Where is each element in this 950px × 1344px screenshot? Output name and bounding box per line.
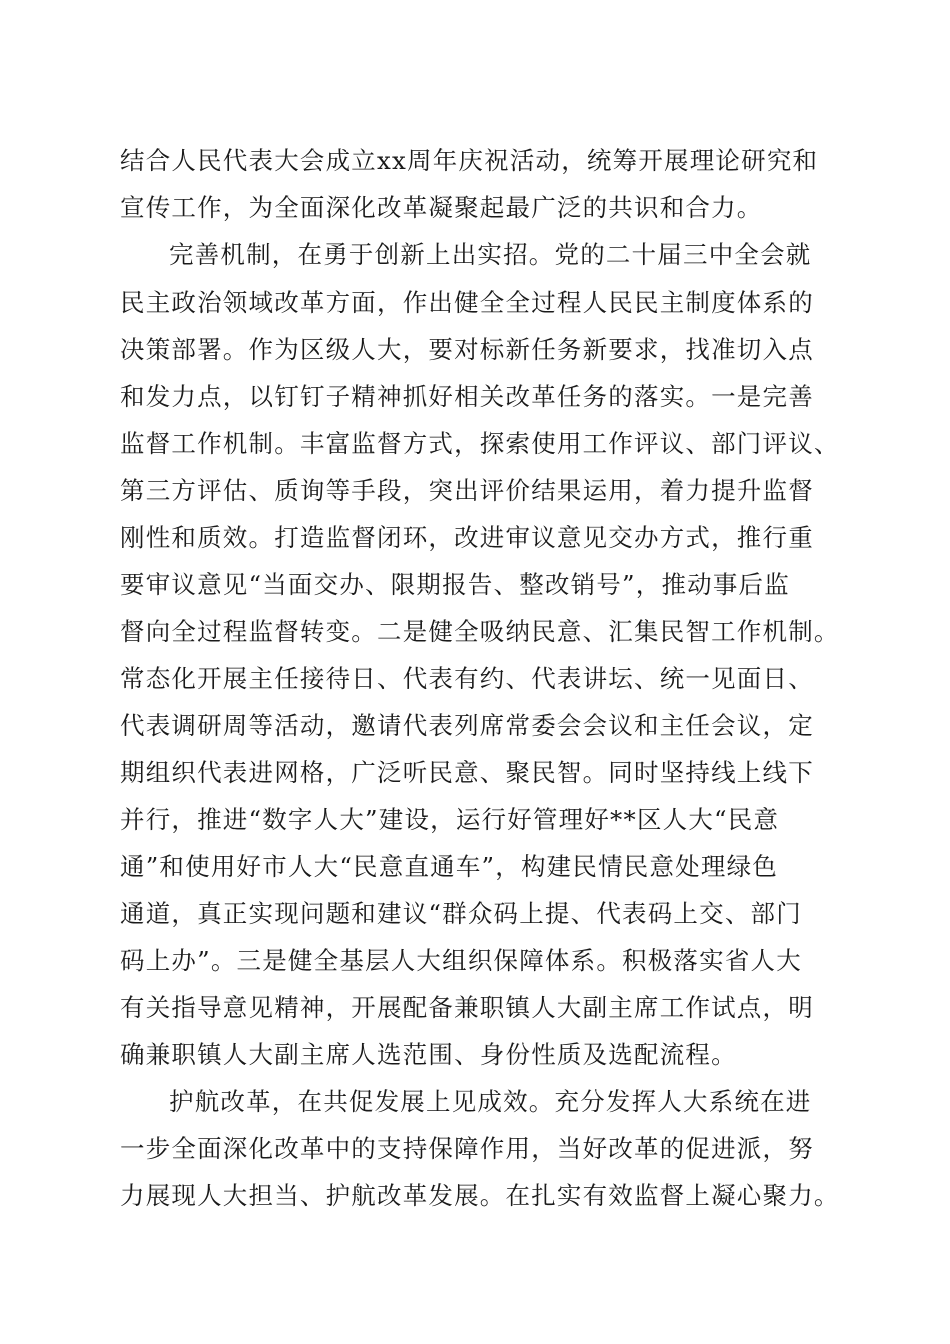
- text-line: 要审议意见“当面交办、限期报告、整改销号”，推动事后监: [120, 570, 790, 599]
- text-line: 并行，推进“数字人大”建设，运行好管理好**区人大“民意: [120, 805, 780, 834]
- text-line: 力展现人大担当、护航改革发展。在扎实有效监督上凝心聚力。: [120, 1181, 840, 1210]
- text-line: 宣传工作，为全面深化改革凝聚起最广泛的共识和合力。: [120, 193, 763, 222]
- text-line: 一步全面深化改革中的支持保障作用，当好改革的促进派，努: [120, 1134, 814, 1163]
- text-line: 决策部署。作为区级人大，要对标新任务新要求，找准切入点: [120, 335, 814, 364]
- text-line: 监督工作机制。丰富监督方式，探索使用工作评议、部门评议、: [120, 429, 840, 458]
- text-line: 民主政治领域改革方面，作出健全全过程人民民主制度体系的: [120, 288, 814, 317]
- text-line: 确兼职镇人大副主席人选范围、身份性质及选配流程。: [120, 1040, 737, 1069]
- text-line: 期组织代表进网格，广泛听民意、聚民智。同时坚持线上线下: [120, 758, 814, 787]
- text-line: 和发力点，以钉钉子精神抓好相关改革任务的落实。一是完善: [120, 382, 814, 411]
- text-line: 码上办”。三是健全基层人大组织保障体系。积极落实省人大: [120, 946, 802, 975]
- paragraph-start-line: 完善机制，在勇于创新上出实招。党的二十届三中全会就: [169, 240, 812, 269]
- text-line: 第三方评估、质询等手段，突出评价结果运用，着力提升监督: [120, 476, 814, 505]
- text-line: 结合人民代表大会成立xx周年庆祝活动，统筹开展理论研究和: [120, 146, 819, 175]
- text-line: 有关指导意见精神，开展配备兼职镇人大副主席工作试点，明: [120, 993, 814, 1022]
- paragraph-start-line: 护航改革，在共促发展上见成效。充分发挥人大系统在进: [169, 1087, 812, 1116]
- text-line: 刚性和质效。打造监督闭环，改进审议意见交办方式，推行重: [120, 523, 814, 552]
- text-line: 督向全过程监督转变。二是健全吸纳民意、汇集民智工作机制。: [120, 617, 840, 646]
- text-line: 通道，真正实现问题和建议“群众码上提、代表码上交、部门: [120, 899, 802, 928]
- text-line: 通”和使用好市人大“民意直通车”，构建民情民意处理绿色: [120, 852, 778, 881]
- text-line: 代表调研周等活动，邀请代表列席常委会会议和主任会议，定: [120, 711, 814, 740]
- text-line: 常态化开展主任接待日、代表有约、代表讲坛、统一见面日、: [120, 664, 814, 693]
